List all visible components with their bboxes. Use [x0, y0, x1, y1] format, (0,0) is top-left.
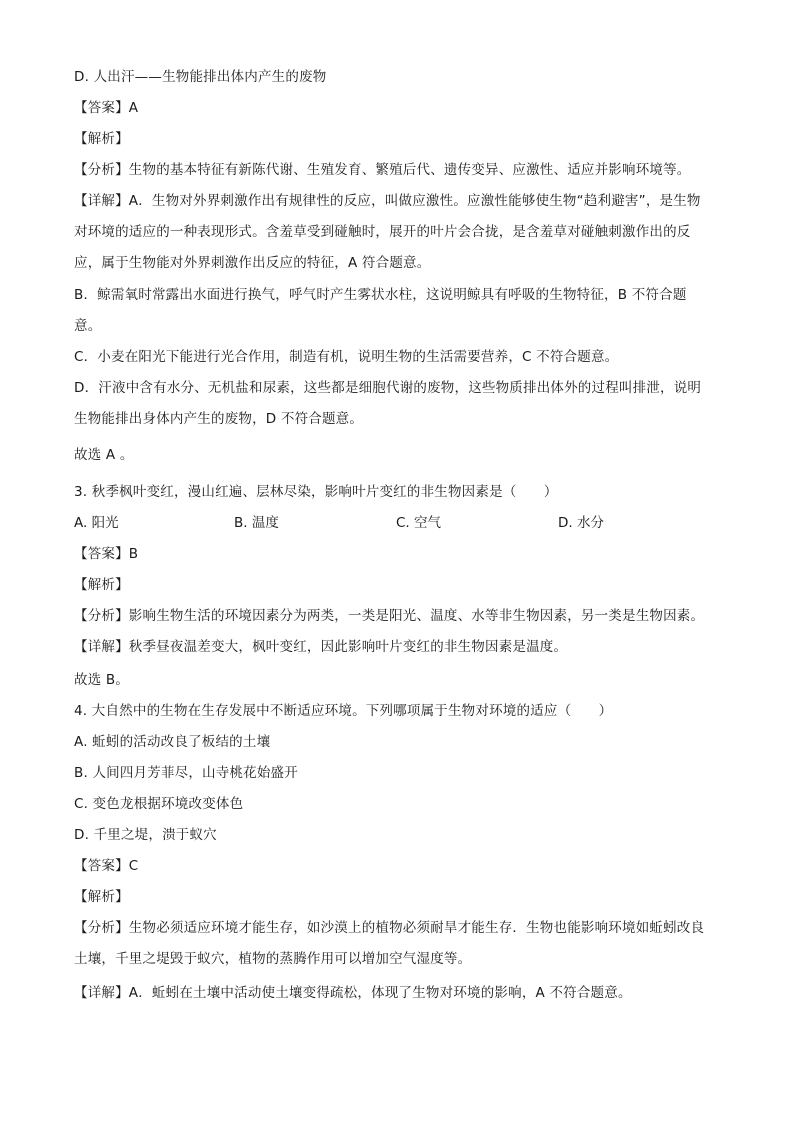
analysis-label-q4: 【解析】: [74, 889, 129, 905]
detail-text-q2-7: D．汗液中含有水分、无机盐和尿素，这些都是细胞代谢的废物，这些物质排出体外的过程叫排泄，说明: [74, 380, 702, 396]
option-c-q3: C. 空气: [396, 515, 442, 531]
detail-text-q2-5: 意。: [74, 318, 102, 334]
detail-text-q2-8: 生物能排出身体内产生的废物，D 不符合题意。: [74, 411, 364, 427]
answer-label-q2: 【答案】A: [74, 100, 139, 116]
detail-text-q2-1: 【详解】A．生物对外界刺激作出有规律性的反应，叫做应激性。应激性能够使生物“趋利避害”，是生物: [74, 193, 701, 209]
analysis-text-q2: 【分析】生物的基本特征有新陈代谢、生殖发育、繁殖后代、遗传变异、应激性、适应并影响环境等。: [74, 162, 691, 178]
analysis-text-q4-2: 土壤，千里之堤毁于蚁穴，植物的蒸腾作用可以增加空气湿度等。: [74, 951, 472, 967]
option-b-q4: B. 人间四月芳菲尽，山寺桃花始盛开: [74, 765, 298, 781]
question-4: 4. 大自然中的生物在生存发展中不断适应环境。下列哪项属于生物对环境的适应（ ）: [74, 703, 613, 719]
detail-text-q2-6: C．小麦在阳光下能进行光合作用，制造有机，说明生物的生活需要营养，C 不符合题意。: [74, 349, 619, 365]
option-a-q4: A. 蚯蚓的活动改良了板结的土壤: [74, 734, 271, 750]
conclusion-q2: 故选 A 。: [74, 447, 134, 463]
option-a-q3: A. 阳光: [74, 515, 119, 531]
analysis-text-q3: 【分析】影响生物生活的环境因素分为两类，一类是阳光、温度、水等非生物因素，另一类是生物因素。: [74, 608, 705, 624]
analysis-text-q4-1: 【分析】生物必须适应环境才能生存，如沙漠上的植物必须耐旱才能生存．生物也能影响环境如蚯蚓改良: [74, 920, 705, 936]
detail-text-q4: 【详解】A．蚯蚓在土壤中活动使土壤变得疏松，体现了生物对环境的影响，A 不符合题意。: [74, 985, 632, 1001]
detail-text-q2-4: B．鲸需氧时常露出水面进行换气，呼气时产生雾状水柱，这说明鲸具有呼吸的生物特征，B 不符合题: [74, 287, 687, 303]
answer-label-q4: 【答案】C: [74, 858, 139, 874]
analysis-label-q3: 【解析】: [74, 577, 129, 593]
option-d-q3: D. 水分: [558, 515, 604, 531]
detail-text-q3: 【详解】秋季昼夜温差变大，枫叶变红，因此影响叶片变红的非生物因素是温度。: [74, 639, 568, 655]
option-d-q4: D. 千里之堤，溃于蚁穴: [74, 827, 217, 843]
answer-label-q3: 【答案】B: [74, 546, 139, 562]
analysis-label-q2: 【解析】: [74, 131, 129, 147]
option-d-q2: D. 人出汗——生物能排出体内产生的废物: [74, 69, 327, 85]
question-3: 3. 秋季枫叶变红，漫山红遍、层林尽染，影响叶片变红的非生物因素是（ ）: [74, 484, 558, 500]
option-c-q4: C. 变色龙根据环境改变体色: [74, 796, 244, 812]
option-b-q3: B. 温度: [234, 515, 279, 531]
conclusion-q3: 故选 B。: [74, 672, 130, 688]
detail-text-q2-2: 对环境的适应的一种表现形式。含羞草受到碰触时，展开的叶片会合拢，是含羞草对碰触刺激作出的反: [74, 224, 691, 240]
detail-text-q2-3: 应，属于生物能对外界刺激作出反应的特征，A 符合题意。: [74, 255, 431, 271]
